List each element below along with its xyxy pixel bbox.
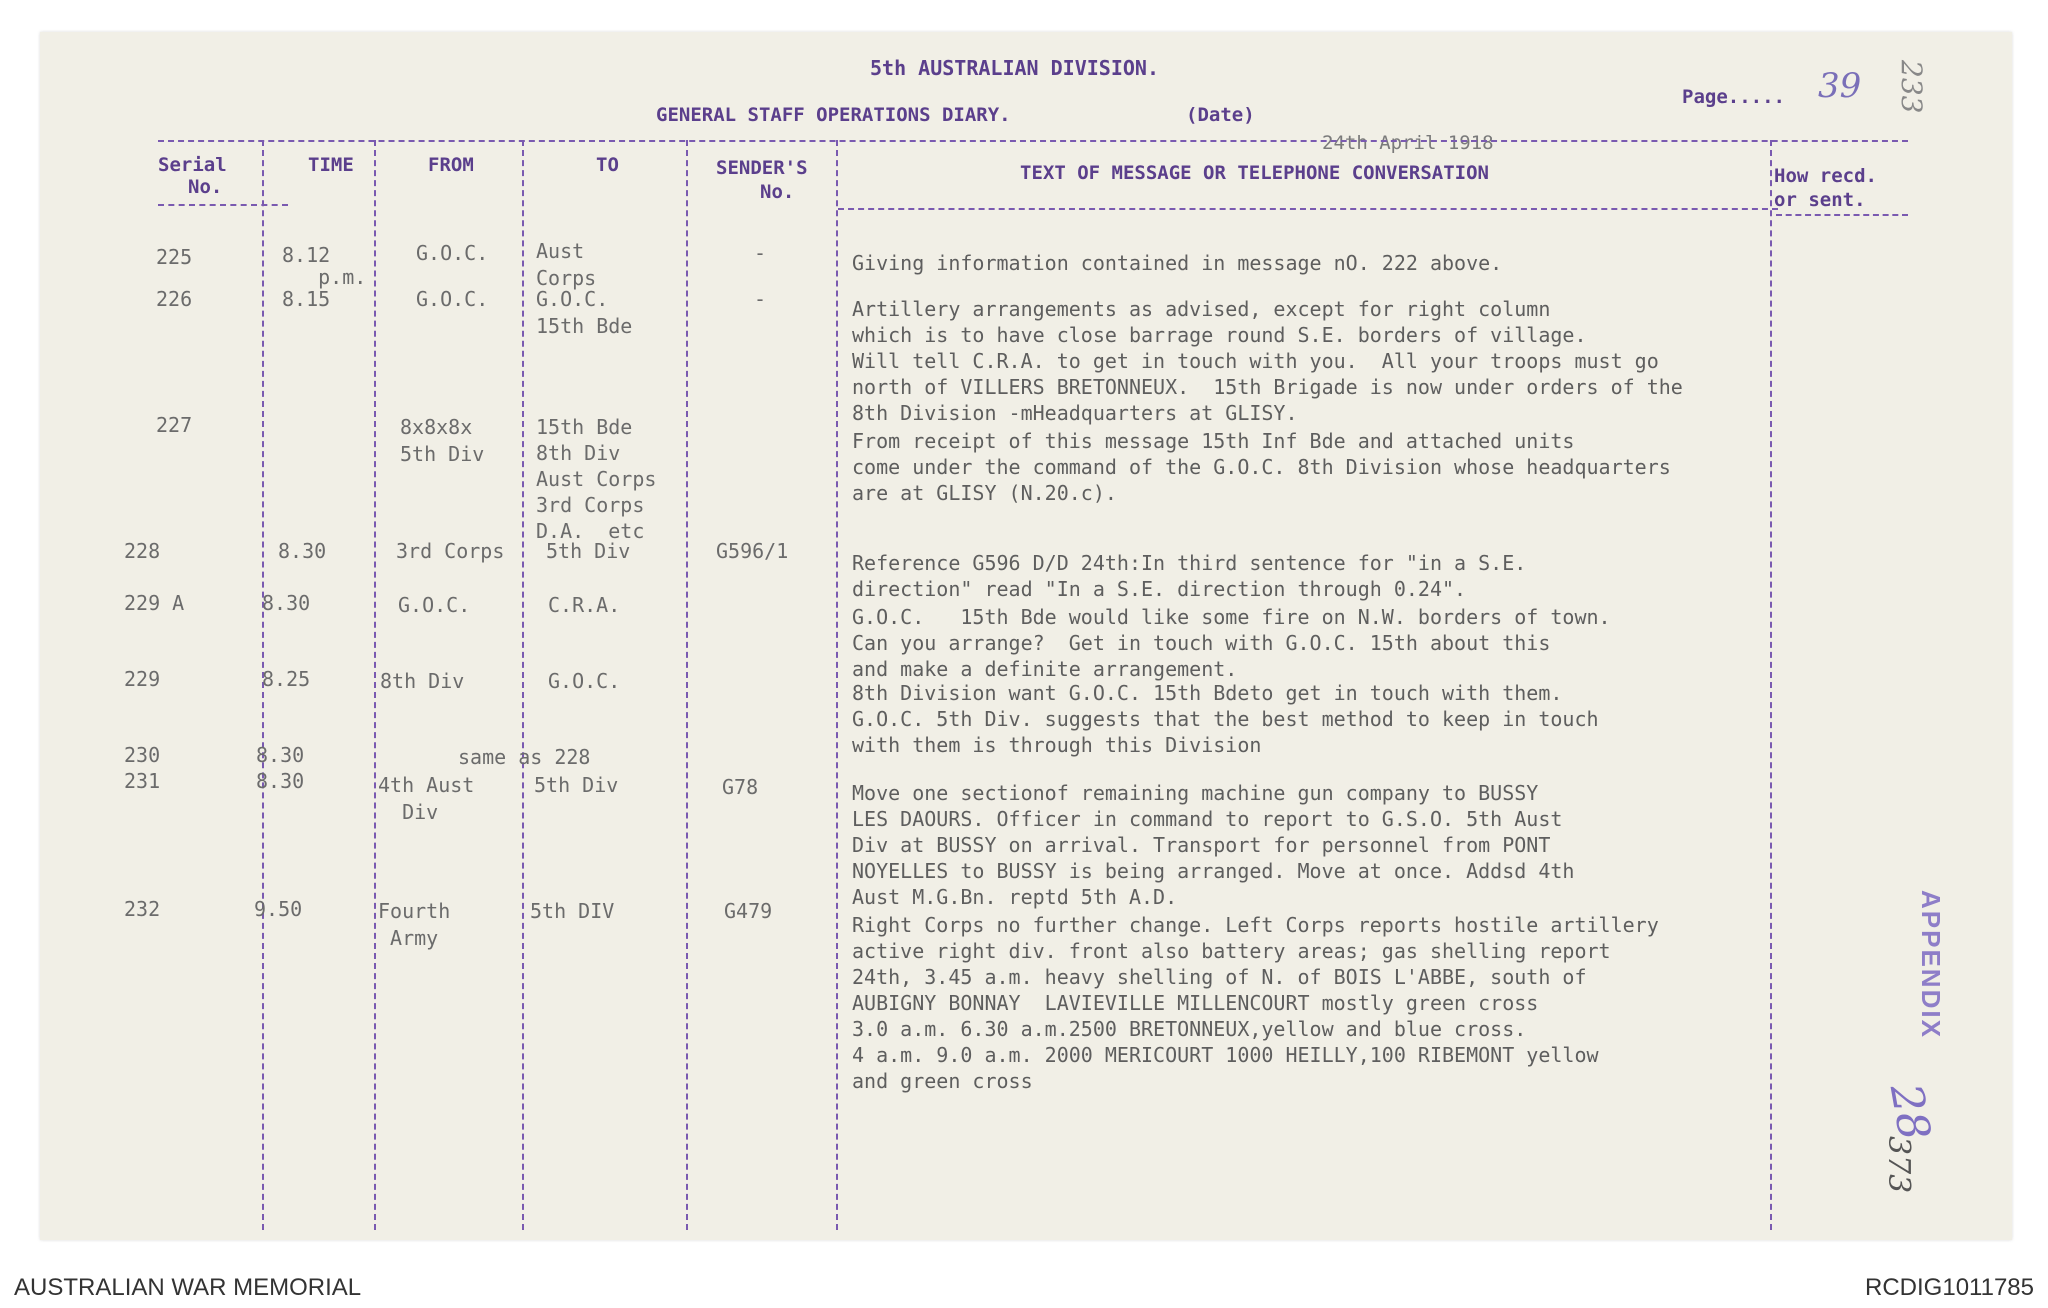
- divider-to-sender: [686, 140, 688, 1230]
- row-228-time: 8.30: [278, 539, 327, 563]
- row-228-sender: G596/1: [716, 539, 789, 563]
- row-229-time: 8.25: [262, 667, 311, 691]
- row-231-from: 4th Aust Div: [378, 773, 475, 824]
- how-underline: [1776, 214, 1908, 216]
- row-228-from: 3rd Corps: [396, 539, 505, 563]
- col-time: TIME: [308, 154, 354, 176]
- col-from: FROM: [428, 154, 474, 176]
- corner-number: 233: [1895, 60, 1928, 114]
- row-226-serial: 226: [156, 287, 193, 311]
- row-227-from: 8x8x8x 5th Div: [400, 415, 485, 466]
- date-value: 24th April 1918: [1322, 132, 1494, 154]
- row-232-sender: G479: [724, 899, 773, 923]
- row-229a-time: 8.30: [262, 591, 311, 615]
- row-227-to: 15th Bde 8th Div Aust Corps 3rd Corps D.A. etc: [536, 415, 657, 543]
- row-232-serial: 232: [124, 897, 161, 921]
- row-229-serial: 229: [124, 667, 161, 691]
- row-232-time: 9.50: [254, 897, 303, 921]
- footer-right: RCDIG1011785: [1865, 1274, 2034, 1301]
- footer-left: AUSTRALIAN WAR MEMORIAL: [14, 1274, 362, 1301]
- row-225-from: G.O.C.: [416, 241, 489, 265]
- divider-sender-text: [836, 140, 838, 1230]
- row-229-text: 8th Division want G.O.C. 15th Bdeto get in touch with them. G.O.C. 5th Div. suggests that the best method to keep in touch with them is through this Division: [852, 681, 1599, 757]
- col-how: How recd. or sent.: [1774, 165, 1877, 211]
- row-225-sender: -: [754, 241, 767, 265]
- page-label: Page.....: [1682, 86, 1785, 108]
- row-226-text: Artillery arrangements as advised, except for right column which is to have close barrage round S.E. borders of village. Will tell C.R.A. to get in touch with you. All your troops must go north of VILLERS BRETONNEUX. 15th Brigade is now under orders of the 8th Division -mHeadquarters at GLISY.: [852, 297, 1683, 425]
- row-229a-to: C.R.A.: [548, 593, 621, 617]
- row-232-to: 5th DIV: [530, 899, 615, 923]
- divider-text-how: [1770, 140, 1772, 1230]
- row-225-text: Giving information contained in message nO. 222 above.: [852, 251, 1503, 275]
- appendix-stamp: APPENDIX: [1916, 890, 1946, 1039]
- row-229a-text: G.O.C. 15th Bde would like some fire on N.W. borders of town. Can you arrange? Get in touch with G.O.C. 15th about this and make a definite arrangement.: [852, 605, 1611, 681]
- row-230-time: 8.30: [256, 743, 305, 767]
- col-text: TEXT OF MESSAGE OR TELEPHONE CONVERSATION: [1020, 162, 1489, 184]
- row-228-serial: 228: [124, 539, 161, 563]
- row-229-to: G.O.C.: [548, 669, 621, 693]
- row-231-text: Move one sectionof remaining machine gun company to BUSSY LES DAOURS. Officer in command to report to G.S.O. 5th Aust Div at BUSSY on arrival. Transport for personnel from PONT NOYELLES to BUSSY is being arranged. Move at once. Addsd 4th Aust M.G.Bn. reptd 5th A.D.: [852, 781, 1575, 909]
- header-bottom-rule: [838, 208, 1778, 210]
- row-226-sender: -: [754, 287, 767, 311]
- row-226-time: 8.15: [282, 287, 331, 311]
- folio-number: 373: [1881, 1136, 1916, 1194]
- row-226-from: G.O.C.: [416, 287, 489, 311]
- row-228-to: 5th Div: [546, 539, 631, 563]
- row-232-from: Fourth Army: [378, 899, 451, 950]
- divider-time-from: [374, 140, 376, 1230]
- divider-from-to: [522, 140, 524, 1230]
- row-231-serial: 231: [124, 769, 161, 793]
- row-226-to: G.O.C. 15th Bde: [536, 287, 633, 338]
- row-231-to: 5th Div: [534, 773, 619, 797]
- row-232-text: Right Corps no further change. Left Corps reports hostile artillery active right div. front also battery areas; gas shelling report 24th, 3.45 a.m. heavy shelling of N. of BOIS L'ABBE, south of AUBIGNY BONNAY LAVIEVILLE MILLENCOURT mostly green cross 3.0 a.m. 6.30 a.m.2500 BRETONNEUX,yellow and blue cross. 4 a.m. 9.0 a.m. 2000 MERICOURT 1000 HEILLY,100 RIBEMONT yellow and green cross: [852, 913, 1659, 1093]
- row-231-sender: G78: [722, 775, 759, 799]
- row-225-to: Aust Corps: [536, 239, 597, 290]
- col-serial: Serial No.: [158, 154, 227, 198]
- division-title: 5th AUSTRALIAN DIVISION.: [870, 56, 1159, 80]
- row-225-time: 8.12 p.m.: [282, 243, 367, 289]
- col-sender: SENDER'S No.: [716, 157, 808, 203]
- diary-title: GENERAL STAFF OPERATIONS DIARY.: [656, 104, 1011, 126]
- row-230-note: same as 228: [458, 745, 591, 769]
- row-231-time: 8.30: [256, 769, 305, 793]
- date-label: (Date): [1186, 104, 1255, 126]
- row-227-text: From receipt of this message 15th Inf Bde and attached units come under the command of the G.O.C. 8th Division whose headquarters are at GLISY (N.20.c).: [852, 429, 1671, 505]
- header-top-rule: [158, 140, 1908, 142]
- page-number: 39: [1818, 66, 1862, 106]
- row-228-text: Reference G596 D/D 24th:In third sentence for "in a S.E. direction" read "In a S.E. direction through 0.24".: [852, 551, 1527, 601]
- row-229a-from: G.O.C.: [398, 593, 471, 617]
- row-227-serial: 227: [156, 413, 193, 437]
- row-230-serial: 230: [124, 743, 161, 767]
- row-229-from: 8th Div: [380, 669, 465, 693]
- col-to: TO: [596, 154, 619, 176]
- row-229a-serial: 229 A: [124, 591, 185, 615]
- serial-underline: [158, 204, 288, 206]
- row-225-serial: 225: [156, 245, 193, 269]
- appendix-number: 28: [1879, 1080, 1940, 1145]
